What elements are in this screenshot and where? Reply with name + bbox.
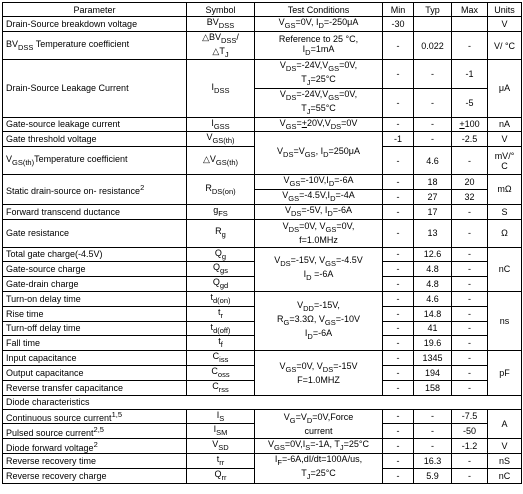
table-row: [3, 17, 522, 32]
max-cell: -: [452, 321, 488, 336]
diode-section-heading: Diode characteristics: [3, 395, 522, 409]
max-cell: [452, 17, 488, 32]
param-cell: Gate-source leakage current: [3, 117, 187, 132]
unit-cell: V: [488, 132, 522, 147]
max-cell: -: [452, 277, 488, 292]
symbol-cell: $t_r$: [187, 306, 255, 321]
typ-cell: [414, 17, 452, 32]
symbol-cell: $Q_g$: [187, 247, 255, 262]
max-cell: -: [452, 31, 488, 60]
max-cell: -1.2: [452, 439, 488, 454]
min-cell: -: [383, 175, 414, 190]
typ-cell: 4.6: [414, 147, 452, 175]
unit-cell: V: [488, 439, 522, 454]
min-cell: -: [383, 147, 414, 175]
symbol-cell: $V_{GS(th)}$: [187, 132, 255, 147]
min-cell: -: [383, 262, 414, 277]
symbol-cell: $V_{SD}$: [187, 439, 255, 454]
typ-cell: -: [414, 60, 452, 89]
table-row: [3, 409, 522, 424]
header-min: Min: [383, 3, 414, 17]
param-cell: Static drain-source on- resistance$^2$: [3, 175, 187, 205]
table-row: [3, 31, 522, 60]
max-cell: -: [452, 262, 488, 277]
table-row: [3, 247, 522, 262]
symbol-cell: $Q_{gs}$: [187, 262, 255, 277]
section-heading-row: [3, 395, 522, 409]
table-row: [3, 439, 522, 454]
min-cell: -: [383, 117, 414, 132]
param-cell: Forward transcend ductance: [3, 204, 187, 219]
symbol-cell: $t_f$: [187, 336, 255, 351]
max-cell: -: [452, 147, 488, 175]
param-cell: Turn-off delay time: [3, 321, 187, 336]
min-cell: -: [383, 277, 414, 292]
symbol-cell: $\triangle BV_{DSS}/$ $\triangle T_J$: [187, 31, 255, 60]
min-cell: -1: [383, 132, 414, 147]
typ-cell: 4.8: [414, 277, 452, 292]
condition-cell: $V_{DS}=V_{GS}$, $I_D=250\mu A$: [255, 132, 383, 175]
condition-cell: $V_{DS}=-24V,V_{GS}=0V$, $T_J=55^\circ C$: [255, 88, 383, 117]
max-cell: -: [452, 351, 488, 366]
typ-cell: -: [414, 409, 452, 424]
typ-cell: -: [414, 117, 452, 132]
header-row: [3, 3, 522, 17]
symbol-cell: $t_{d(off)}$: [187, 321, 255, 336]
min-cell: -: [383, 247, 414, 262]
condition-cell: $V_{GS}=0V,I_S=-1A$, $T_J=25^\circ C$: [255, 439, 383, 454]
unit-cell: ns: [488, 291, 522, 350]
condition-cell: $I_F=-6A,dI/dt=100A/us$, $T_J=25^\circ C$: [255, 453, 383, 483]
symbol-cell: $C_{rss}$: [187, 380, 255, 395]
header-symbol: Symbol: [187, 3, 255, 17]
typ-cell: -: [414, 439, 452, 454]
table-row: [3, 117, 522, 132]
typ-cell: 14.8: [414, 306, 452, 321]
typ-cell: 27: [414, 189, 452, 204]
symbol-cell: $C_{oss}$: [187, 365, 255, 380]
max-cell: -: [452, 365, 488, 380]
max-cell: +100: [452, 117, 488, 132]
min-cell: -: [383, 380, 414, 395]
condition-cell: $V_{DS}=0V$, $V_{GS}=0V$, f=1.0MHz: [255, 219, 383, 247]
unit-cell: nS: [488, 453, 522, 468]
condition-cell: $V_{GS}=-10V,I_D=-6A$: [255, 175, 383, 190]
symbol-cell: $t_{d(on)}$: [187, 291, 255, 306]
typ-cell: -: [414, 88, 452, 117]
min-cell: -: [383, 306, 414, 321]
param-cell: Gate threshold voltage: [3, 132, 187, 147]
min-cell: -: [383, 409, 414, 424]
param-cell: Output capacitance: [3, 365, 187, 380]
typ-cell: 41: [414, 321, 452, 336]
condition-cell: Reference to 25 °C, $I_D=1mA$: [255, 31, 383, 60]
unit-cell: S: [488, 204, 522, 219]
electrical-characteristics-table: [2, 2, 522, 484]
param-cell: Drain-Source breakdown voltage: [3, 17, 187, 32]
symbol-cell: $t_{rr}$: [187, 453, 255, 468]
symbol-cell: $I_S$: [187, 409, 255, 424]
symbol-cell: $\triangle V_{GS(th)}$: [187, 147, 255, 175]
param-cell: Drain-Source Leakage Current: [3, 60, 187, 117]
param-cell: Gate-source charge: [3, 262, 187, 277]
max-cell: -1: [452, 60, 488, 89]
header-typ: Typ: [414, 3, 452, 17]
typ-cell: 158: [414, 380, 452, 395]
param-cell: Total gate charge(-4.5V): [3, 247, 187, 262]
header-max: Max: [452, 3, 488, 17]
max-cell: -: [452, 380, 488, 395]
min-cell: -: [383, 219, 414, 247]
typ-cell: -: [414, 424, 452, 439]
max-cell: -50: [452, 424, 488, 439]
symbol-cell: $Q_{rr}$: [187, 468, 255, 483]
condition-cell: $V_{GS}=0V$, $I_D=-250\mu A$: [255, 17, 383, 32]
unit-cell: V/ °C: [488, 31, 522, 60]
min-cell: -: [383, 204, 414, 219]
param-cell: Turn-on delay time: [3, 291, 187, 306]
typ-cell: 1345: [414, 351, 452, 366]
typ-cell: 13: [414, 219, 452, 247]
typ-cell: -: [414, 132, 452, 147]
condition-cell: $V_{GS}=-4.5V,I_D=-4A$: [255, 189, 383, 204]
param-cell: $BV_{DSS}$ Temperature coefficient: [3, 31, 187, 60]
min-cell: -: [383, 468, 414, 483]
table-row: [3, 453, 522, 468]
unit-cell: nC: [488, 247, 522, 291]
param-cell: Reverse recovery time: [3, 453, 187, 468]
unit-cell: mΩ: [488, 175, 522, 205]
table-row: [3, 291, 522, 306]
max-cell: -: [452, 247, 488, 262]
typ-cell: 4.6: [414, 291, 452, 306]
typ-cell: 16.3: [414, 453, 452, 468]
min-cell: -: [383, 336, 414, 351]
symbol-cell: $R_g$: [187, 219, 255, 247]
param-cell: Diode forward voltage$^2$: [3, 439, 187, 454]
min-cell: -: [383, 453, 414, 468]
param-cell: Gate-drain charge: [3, 277, 187, 292]
condition-cell: $V_G=V_D=0V,Force$ current: [255, 409, 383, 439]
symbol-cell: $Q_{gd}$: [187, 277, 255, 292]
min-cell: -: [383, 31, 414, 60]
table-row: [3, 219, 522, 247]
symbol-cell: $C_{iss}$: [187, 351, 255, 366]
condition-cell: $V_{DD}=-15V$, $R_G=3.3\Omega$, $V_{GS}=-10V$ $I_D=-6A$: [255, 291, 383, 350]
param-cell: Rise time: [3, 306, 187, 321]
min-cell: -: [383, 424, 414, 439]
max-cell: -: [452, 219, 488, 247]
unit-cell: pF: [488, 351, 522, 395]
max-cell: -: [452, 336, 488, 351]
param-cell: Input capacitance: [3, 351, 187, 366]
min-cell: -: [383, 189, 414, 204]
condition-cell: $V_{GS}=+20V,V_{DS}=0V$: [255, 117, 383, 132]
min-cell: -: [383, 351, 414, 366]
symbol-cell: $I_{SM}$: [187, 424, 255, 439]
max-cell: -7.5: [452, 409, 488, 424]
symbol-cell: $g_{FS}$: [187, 204, 255, 219]
table-row: [3, 204, 522, 219]
max-cell: -2.5: [452, 132, 488, 147]
header-parameter: Parameter: [3, 3, 187, 17]
max-cell: 32: [452, 189, 488, 204]
max-cell: -5: [452, 88, 488, 117]
header-test-conditions: Test Conditions: [255, 3, 383, 17]
typ-cell: 5.9: [414, 468, 452, 483]
typ-cell: 4.8: [414, 262, 452, 277]
param-cell: Gate resistance: [3, 219, 187, 247]
min-cell: -: [383, 60, 414, 89]
symbol-cell: $I_{GSS}$: [187, 117, 255, 132]
min-cell: -: [383, 365, 414, 380]
symbol-cell: $I_{DSS}$: [187, 60, 255, 117]
table-row: [3, 132, 522, 147]
max-cell: -: [452, 204, 488, 219]
typ-cell: 194: [414, 365, 452, 380]
param-cell: Fall time: [3, 336, 187, 351]
param-cell: Continuous source current$^{1,5}$: [3, 409, 187, 424]
max-cell: -: [452, 306, 488, 321]
condition-cell: $V_{DS}=-24V,V_{GS}=0V$, $T_J=25^\circ C$: [255, 60, 383, 89]
max-cell: 20: [452, 175, 488, 190]
param-cell: $V_{GS(th)}Temperature$ coefficient: [3, 147, 187, 175]
min-cell: -: [383, 321, 414, 336]
max-cell: -: [452, 468, 488, 483]
typ-cell: 17: [414, 204, 452, 219]
typ-cell: 12.6: [414, 247, 452, 262]
unit-cell: μA: [488, 60, 522, 117]
typ-cell: 18: [414, 175, 452, 190]
unit-cell: Ω: [488, 219, 522, 247]
param-cell: Pulsed source current$^{2,5}$: [3, 424, 187, 439]
min-cell: -: [383, 291, 414, 306]
min-cell: -: [383, 439, 414, 454]
table-row: [3, 60, 522, 89]
max-cell: -: [452, 291, 488, 306]
unit-cell: nA: [488, 117, 522, 132]
unit-cell: mV/° C: [488, 147, 522, 175]
table-row: [3, 175, 522, 190]
param-cell: Reverse transfer capacitance: [3, 380, 187, 395]
header-units: Units: [488, 3, 522, 17]
min-cell: -30: [383, 17, 414, 32]
symbol-cell: $BV_{DSS}$: [187, 17, 255, 32]
table-row: [3, 351, 522, 366]
max-cell: -: [452, 453, 488, 468]
typ-cell: 0.022: [414, 31, 452, 60]
unit-cell: V: [488, 17, 522, 32]
param-cell: Reverse recovery charge: [3, 468, 187, 483]
unit-cell: nC: [488, 468, 522, 483]
unit-cell: A: [488, 409, 522, 439]
condition-cell: $V_{DS}=-15V$, $V_{GS}=-4.5V$ $I_D =-6A$: [255, 247, 383, 291]
typ-cell: 19.6: [414, 336, 452, 351]
condition-cell: $V_{DS}=-5V$, $I_D=-6A$: [255, 204, 383, 219]
condition-cell: $V_{GS}=0V$, $V_{DS}=-15V$ F=1.0MHZ: [255, 351, 383, 395]
symbol-cell: $R_{DS(on)}$: [187, 175, 255, 205]
min-cell: -: [383, 88, 414, 117]
